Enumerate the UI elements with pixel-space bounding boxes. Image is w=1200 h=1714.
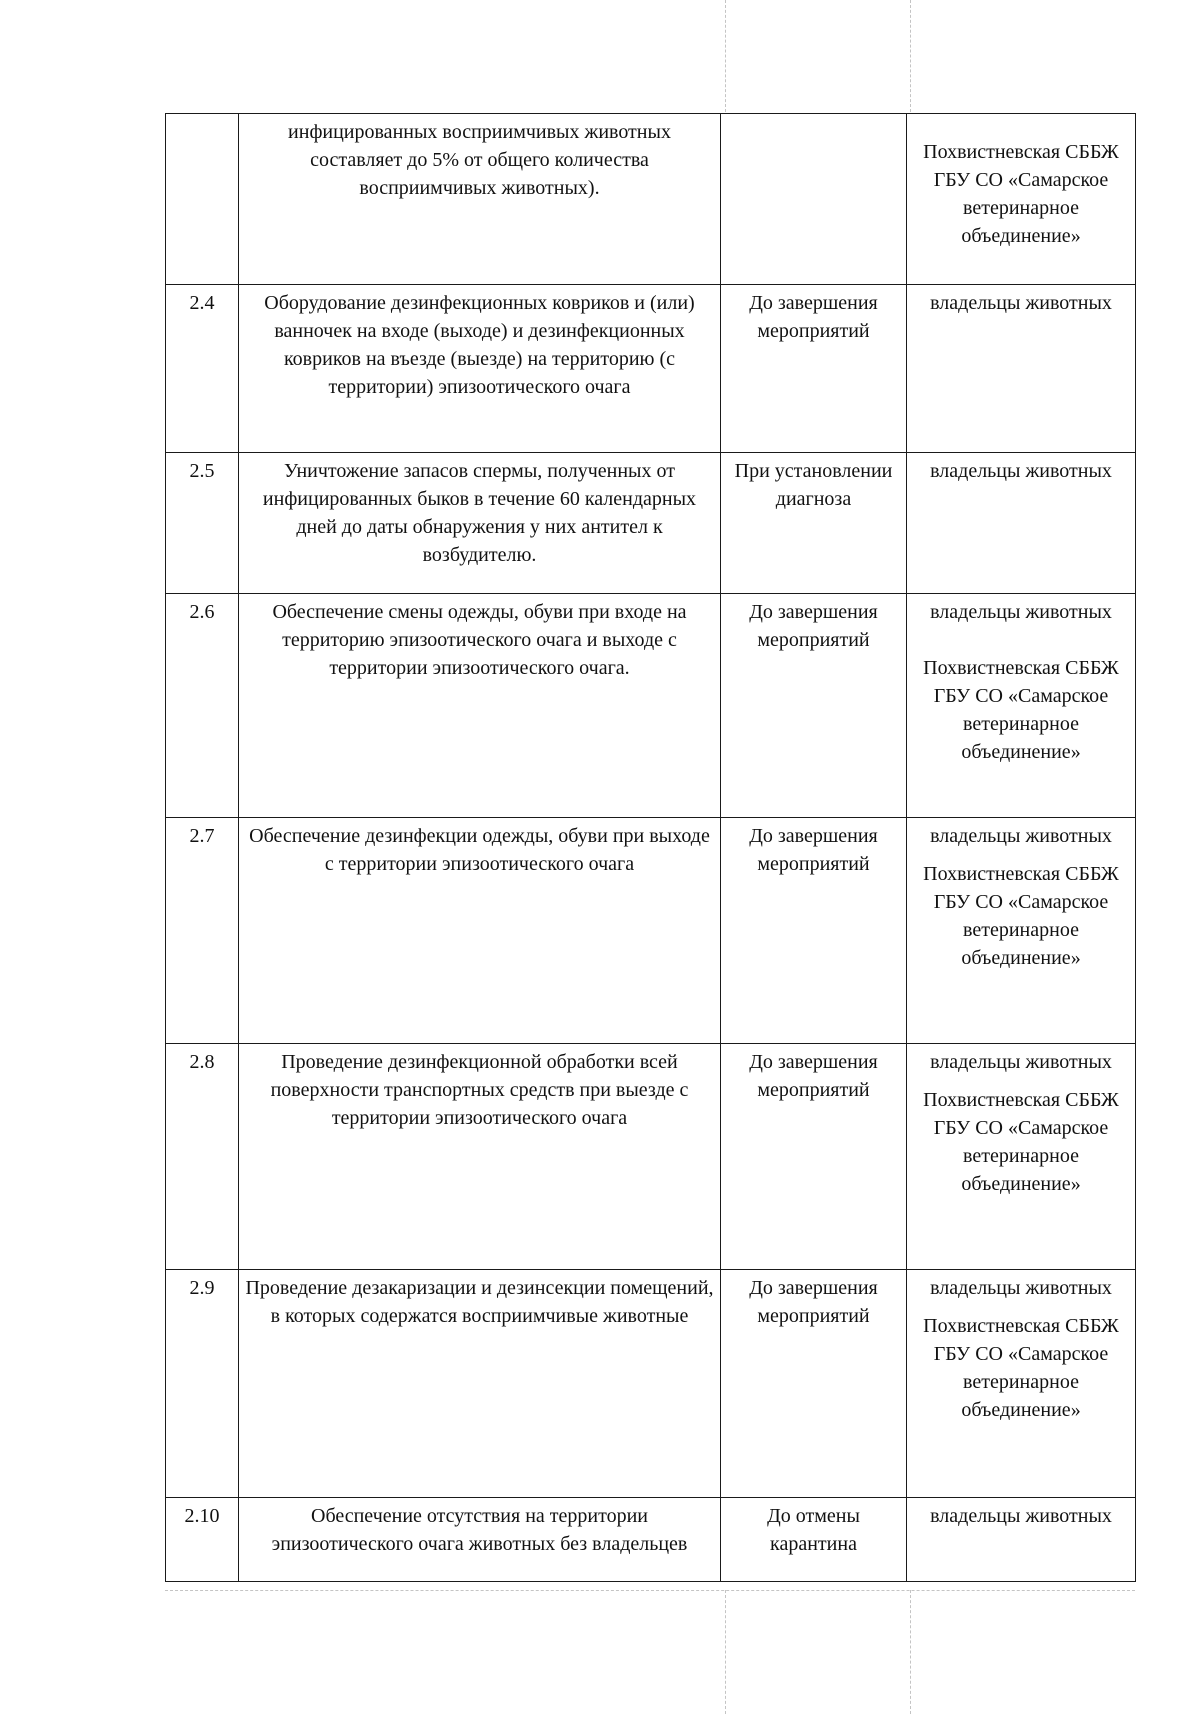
row-number: 2.7 bbox=[166, 818, 239, 1044]
bleed-through-rule bbox=[725, 1590, 726, 1714]
measure-term: До завершения мероприятий bbox=[721, 1270, 907, 1498]
responsible-entry: Похвистневская СББЖ ГБУ СО «Самарское ветеринарное объединение» bbox=[923, 141, 1119, 247]
table-row bbox=[166, 114, 1136, 285]
table-row bbox=[166, 1044, 1136, 1270]
measure-description: Оборудование дезинфекционных ковриков и (или) ванночек на входе (выходе) и дезинфекционных ковриков на въезде (выезде) на территорию (с территории) эпизоотического очага bbox=[239, 285, 721, 453]
responsible-entry: владельцы животных bbox=[930, 1505, 1112, 1527]
table-row bbox=[166, 594, 1136, 818]
responsible-entry: владельцы животных bbox=[930, 292, 1112, 314]
row-number bbox=[166, 114, 239, 285]
table-row bbox=[166, 1498, 1136, 1582]
measure-description: Обеспечение дезинфекции одежды, обуви при выходе с территории эпизоотического очага bbox=[239, 818, 721, 1044]
table-row bbox=[166, 1270, 1136, 1498]
responsible-party bbox=[907, 1498, 1136, 1582]
responsible-entry: Похвистневская СББЖ ГБУ СО «Самарское ветеринарное объединение» bbox=[923, 863, 1119, 969]
table-row bbox=[166, 285, 1136, 453]
responsible-entry: владельцы животных bbox=[930, 460, 1112, 482]
responsible-party bbox=[907, 285, 1136, 453]
responsible-party bbox=[907, 114, 1136, 285]
table-row bbox=[166, 453, 1136, 594]
measure-description: Обеспечение отсутствия на территории эпизоотического очага животных без владельцев bbox=[239, 1498, 721, 1582]
measure-description: инфицированных восприимчивых животных составляет до 5% от общего количества восприимчивых животных). bbox=[239, 114, 721, 285]
table-row bbox=[166, 818, 1136, 1044]
measure-term: До завершения мероприятий bbox=[721, 594, 907, 818]
measure-term: До завершения мероприятий bbox=[721, 818, 907, 1044]
measure-description: Проведение дезинфекционной обработки всей поверхности транспортных средств при выезде с территории эпизоотического очага bbox=[239, 1044, 721, 1270]
measures-table bbox=[165, 113, 1136, 1582]
responsible-party bbox=[907, 594, 1136, 818]
bleed-through-rule bbox=[910, 1590, 911, 1714]
responsible-party bbox=[907, 453, 1136, 594]
responsible-entry: Похвистневская СББЖ ГБУ СО «Самарское ветеринарное объединение» bbox=[923, 1315, 1119, 1421]
responsible-party bbox=[907, 1270, 1136, 1498]
measure-term: До завершения мероприятий bbox=[721, 1044, 907, 1270]
responsible-entry: владельцы животных bbox=[930, 1277, 1112, 1299]
responsible-entry: владельцы животных bbox=[930, 1051, 1112, 1073]
row-number: 2.9 bbox=[166, 1270, 239, 1498]
measure-description: Обеспечение смены одежды, обуви при входе на территорию эпизоотического очага и выходе с территории эпизоотического очага. bbox=[239, 594, 721, 818]
measure-term bbox=[721, 114, 907, 285]
responsible-entry: Похвистневская СББЖ ГБУ СО «Самарское ветеринарное объединение» bbox=[923, 657, 1119, 763]
responsible-party bbox=[907, 818, 1136, 1044]
measure-description: Уничтожение запасов спермы, полученных от инфицированных быков в течение 60 календарных дней до даты обнаружения у них антител к возбудителю. bbox=[239, 453, 721, 594]
bleed-through-rule bbox=[165, 1590, 1135, 1591]
row-number: 2.6 bbox=[166, 594, 239, 818]
row-number: 2.8 bbox=[166, 1044, 239, 1270]
measure-description: Проведение дезакаризации и дезинсекции помещений, в которых содержатся восприимчивые животные bbox=[239, 1270, 721, 1498]
row-number: 2.5 bbox=[166, 453, 239, 594]
bleed-through-rule bbox=[725, 0, 726, 112]
measure-term: До завершения мероприятий bbox=[721, 285, 907, 453]
responsible-entry: владельцы животных bbox=[930, 825, 1112, 847]
measure-term: При установлении диагноза bbox=[721, 453, 907, 594]
row-number: 2.4 bbox=[166, 285, 239, 453]
responsible-party bbox=[907, 1044, 1136, 1270]
bleed-through-rule bbox=[910, 0, 911, 112]
responsible-entry: владельцы животных bbox=[930, 601, 1112, 623]
row-number: 2.10 bbox=[166, 1498, 239, 1582]
responsible-entry: Похвистневская СББЖ ГБУ СО «Самарское ветеринарное объединение» bbox=[923, 1089, 1119, 1195]
measure-term: До отмены карантина bbox=[721, 1498, 907, 1582]
